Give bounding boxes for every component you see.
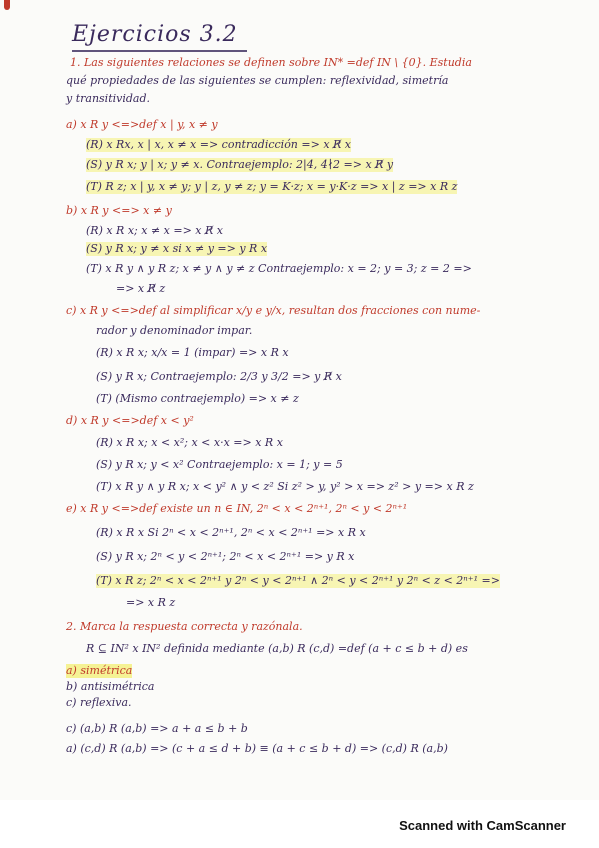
handwritten-line: (S) y R x; y ≠ x si x ≠ y => y R x bbox=[86, 242, 268, 255]
handwritten-line: y transitividad. bbox=[66, 92, 151, 105]
handwritten-line: c) (a,b) R (a,b) => a + a ≤ b + b bbox=[66, 722, 248, 735]
handwritten-line: => x R̸ z bbox=[116, 282, 166, 295]
handwritten-line: c) reflexiva. bbox=[66, 696, 132, 709]
handwritten-line: a) x R y <=>def x | y, x ≠ y bbox=[66, 118, 218, 131]
handwritten-line: b) x R y <=> x ≠ y bbox=[66, 204, 172, 217]
handwritten-line: a) (c,d) R (a,b) => (c + a ≤ d + b) ≡ (a + c ≤ b + d) => (c,d) R (a,b) bbox=[66, 742, 448, 755]
scanner-watermark: Scanned with CamScanner bbox=[399, 818, 566, 833]
title-underline bbox=[72, 50, 247, 52]
handwritten-line: c) x R y <=>def al simplificar x/y e y/x, resultan dos fracciones con nume- bbox=[66, 304, 481, 317]
handwritten-line: (R) x R x Si 2ⁿ < x < 2ⁿ⁺¹, 2ⁿ < x < 2ⁿ⁺¹ => x R x bbox=[96, 526, 366, 539]
handwritten-line: (R) x R x; x ≠ x => x R̸ x bbox=[86, 224, 223, 237]
handwritten-line: (T) x R y ∧ y R x; x < y² ∧ y < z² Si z² > y, y² > x => z² > y => x R z bbox=[96, 480, 474, 493]
handwritten-line: 1. Las siguientes relaciones se definen sobre IN* =def IN \ {0}. Estudia bbox=[70, 56, 472, 69]
handwritten-line: (T) R z; x | y, x ≠ y; y | z, y ≠ z; y = K·z; x = y·K·z => x | z => x R z bbox=[86, 180, 458, 193]
handwritten-line: => x R z bbox=[126, 596, 176, 609]
handwritten-line: b) antisimétrica bbox=[66, 680, 155, 693]
handwritten-line: (T) x R z; 2ⁿ < x < 2ⁿ⁺¹ y 2ⁿ < y < 2ⁿ⁺¹ ∧ 2ⁿ < y < 2ⁿ⁺¹ y 2ⁿ < z < 2ⁿ⁺¹ => bbox=[96, 574, 500, 587]
handwritten-line: (S) y R x; y | x; y ≠ x. Contraejemplo: 2|4, 4∤2 => x R̸ y bbox=[86, 158, 394, 171]
handwritten-line: (R) x Rx, x | x, x ≠ x => contradicción => x R̸ x bbox=[86, 138, 352, 151]
corner-mark bbox=[4, 0, 10, 10]
handwritten-line: (T) (Mismo contraejemplo) => x ≠ z bbox=[96, 392, 299, 405]
handwritten-line: (T) x R y ∧ y R z; x ≠ y ∧ y ≠ z Contraejemplo: x = 2; y = 3; z = 2 => bbox=[86, 262, 472, 275]
handwritten-line: (R) x R x; x/x = 1 (impar) => x R x bbox=[96, 346, 289, 359]
handwritten-line: a) simétrica bbox=[66, 664, 133, 677]
handwritten-line: rador y denominador impar. bbox=[96, 324, 253, 337]
handwritten-line: (S) y R x; y < x² Contraejemplo: x = 1; y = 5 bbox=[96, 458, 343, 471]
handwritten-line: (R) x R x; x < x²; x < x·x => x R x bbox=[96, 436, 283, 449]
handwritten-line: 2. Marca la respuesta correcta y razónala. bbox=[66, 620, 303, 633]
handwritten-line: e) x R y <=>def existe un n ∈ IN, 2ⁿ < x < 2ⁿ⁺¹, 2ⁿ < y < 2ⁿ⁺¹ bbox=[66, 502, 408, 515]
handwritten-line: (S) y R x; Contraejemplo: 2/3 y 3/2 => y R̸ x bbox=[96, 370, 342, 383]
handwritten-line: qué propiedades de las siguientes se cumplen: reflexividad, simetría bbox=[66, 74, 449, 87]
handwritten-line: R ⊆ IN² x IN² definida mediante (a,b) R (c,d) =def (a + c ≤ b + d) es bbox=[86, 642, 468, 655]
handwritten-line: d) x R y <=>def x < y² bbox=[66, 414, 194, 427]
page-title: Ejercicios 3.2 bbox=[72, 22, 238, 47]
handwritten-line: (S) y R x; 2ⁿ < y < 2ⁿ⁺¹; 2ⁿ < x < 2ⁿ⁺¹ => y R x bbox=[96, 550, 355, 563]
